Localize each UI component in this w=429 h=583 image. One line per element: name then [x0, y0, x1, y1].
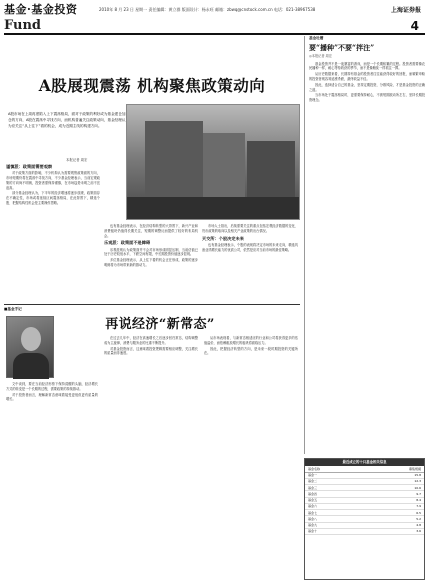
paragraph: 也有基金经理表示，个股的表现将决定市场的未来走向，精选具备业绩增长能力的优质公司，依然是应对当前市场的最佳策略。 [202, 242, 298, 252]
table-cell: 8.4 [416, 498, 421, 503]
table-cell: 9.7 [416, 491, 421, 496]
trading-floor-photo [126, 104, 300, 220]
paragraph: 从市场表现看，与新常态相适应的行业和公司将获得更多的估值溢价，而依赖粗放增长的板块将面临压力。 [204, 336, 298, 345]
table-cell: 基金三 [308, 485, 318, 490]
table-cell: 基金二 [308, 479, 318, 484]
table-cell: 基金九 [308, 523, 318, 528]
table-cell: 基金一 [308, 473, 318, 478]
second-col-3 [204, 336, 298, 357]
paragraph: 乐观派则认为政策面并不会对市场形成明显压制，当前估值已处于历史较低水平，下跌空间有限，中长期投资价值逐步显现。 [104, 247, 198, 257]
table-cell: 4.8 [416, 523, 421, 528]
paragraph: 多位基金经理表示，从上往下看的机会正在形成，政策的逐步明朗将为市场带来新的推动力。 [104, 258, 198, 268]
sidebar-body [309, 62, 425, 103]
table-cell: 6.5 [416, 510, 421, 515]
section-divider [4, 304, 300, 305]
fund-table-box [304, 458, 425, 580]
header-info: 2010年 8 月 23 日 星期一 责任编辑：黄立群 版面设计：杨永旺 邮箱：zbwq@cnstock.com.cn 电话：021-38967538 [99, 7, 316, 12]
author-portrait [6, 316, 54, 378]
table-cell: 5.2 [416, 516, 421, 521]
table-cell: 7.9 [416, 504, 421, 509]
table-cell: 基金八 [308, 516, 318, 521]
table-title: 最近成立的十只基金相关信息 [305, 459, 424, 466]
second-headline: 再说经济“新常态” [105, 317, 215, 332]
subhead: 天交所：个股决定未来 [202, 235, 244, 241]
paragraph: 在过去几年中，经济在高速增长之后逐步回归常态，结构调整成为主旋律，消费与服务业的比重不断提升。 [104, 336, 198, 345]
table-cell: 基金十 [308, 529, 318, 534]
sidebar-title: 要“播种”不要“拌注” [309, 42, 375, 52]
second-col-2 [104, 336, 198, 357]
table-cell: 基金六 [308, 504, 318, 509]
subhead: 乐观派：政策面不是障碍 [104, 240, 151, 246]
table-cell: 12.3 [414, 479, 421, 484]
section-brand: 基金·基金投资 [4, 3, 78, 16]
top-col-1 [6, 162, 100, 207]
second-col-1 [6, 382, 98, 403]
sidebar-column [304, 36, 425, 454]
paragraph: 从历史数据来看，长期持有基金的投资者往往能获得较好的回报，而频繁申赎的投资者则容易追涨杀跌，最终收益不佳。 [309, 72, 425, 81]
paragraph: 因此，把握经济转型的方向，是未来一段时期投资的关键所在。 [204, 346, 298, 356]
header-rule [4, 33, 425, 35]
paragraph: 因此，选择适合自己的基金，坚持定期投资，分散风险，才是基金投资的正确之道。 [309, 82, 425, 92]
top-headline: A股展现震荡 机构聚焦政策动向 [38, 76, 266, 95]
paragraph: 对于投资者而言，理解新常态意味着接受更低但更有质量的增长。 [6, 392, 98, 402]
paragraph: 市场人士指出，后续需要关注的重点包括宏观经济数据的变化、货币政策的取向以及相关产业政策的出台情况。 [202, 224, 298, 233]
newspaper-title: 上海证券报 [390, 7, 421, 14]
table-cell: 10.6 [414, 485, 421, 490]
paragraph: 文中谈到，要在当前经济形势下保持清醒的头脑，经济增长方式的转变是一个长期的过程，需要政策的持续推动。 [6, 382, 98, 391]
second-story-label: ■基金手记 [4, 307, 22, 311]
paragraph: 对基金投资而言，这意味着投资逻辑需要相应调整，关注增长的质量而非速度。 [104, 346, 198, 356]
top-col-3 [202, 224, 298, 253]
section-brand-en: Fund [4, 18, 41, 33]
top-col-2 [104, 224, 198, 269]
sidebar-kicker: 基金吐槽 [309, 36, 324, 40]
top-lead: A股市场在上周再度陷入上下震荡格局，面对于政策的利好或为基金建仓加仓的方向，A股在震荡中寻找方向，而机构普遍关注政策动向，基金经理认为应关注“从上往下”看的机会，成为近期主线的构建方向。 [8, 112, 126, 128]
table-column-header: 基金名称 [308, 466, 321, 471]
paragraph: 部分基金经理认为，下半年的经济增速将逐步放缓，政策面存在不确定性，市场或将延续区间震荡格局，在此背景下，精选个股、把握结构性机会是主要操作思路。 [6, 191, 100, 206]
table-column-header: 募集规模 [408, 466, 421, 471]
table-cell: 3.6 [416, 529, 421, 534]
table-row [305, 529, 424, 535]
page-header [4, 3, 425, 33]
page-number: 4 [410, 19, 419, 33]
sidebar-author: ◎本报记者 周宏 [309, 54, 332, 59]
table-header [305, 466, 424, 473]
table-cell: 基金五 [308, 498, 318, 503]
top-byline: 本报记者 周宏 [66, 158, 88, 162]
top-story [4, 36, 300, 302]
paragraph: 也有基金经理表示，在经济结构转型的大背景下，新兴产业和消费板块仍值得长期关注，短期的调整反而提供了较好的布局机会。 [104, 224, 198, 238]
table-cell: 基金四 [308, 491, 318, 496]
paragraph: 当市场处于震荡格局时，更需要保持耐心，不被短期波动所左右，坚持长期投资理念。 [309, 93, 425, 103]
table-cell: 基金七 [308, 510, 318, 515]
table-cell: 15.8 [414, 473, 421, 478]
paragraph: 对于政策方面的影响，不少机构认为需要观察政策面的方向，市场短期仍将在震荡中寻找方向，不少基金经理表示，当前宏观政策的方向尚不明朗，投资者需保持谨慎，在市场趋势未明之前不宜追高。 [6, 171, 100, 190]
subhead: 谨慎派：政策面需要观察 [6, 164, 53, 169]
paragraph: 基金投资并不是一夜暴富的游戏，而是一个长期积累的过程。投资者需要像农民播种一样，耐心等待收获的季节，而不是像赌徒一样孤注一掷。 [309, 61, 425, 71]
